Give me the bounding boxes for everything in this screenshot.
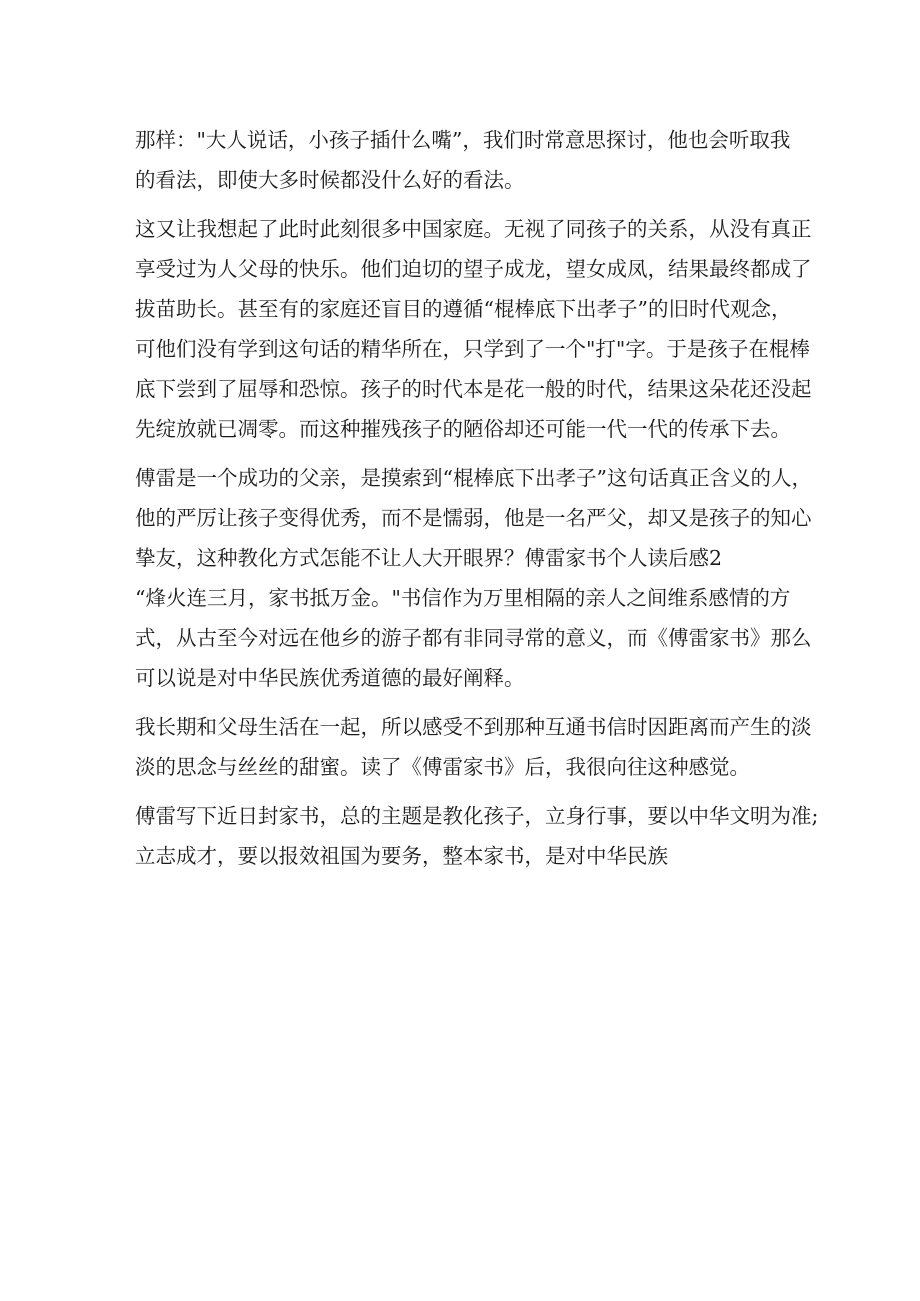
paragraph-3 — [135, 458, 812, 578]
paragraph-6 — [135, 796, 819, 876]
text-line: 先绽放就已凋零。而这种摧残孩子的陋俗却还可能一代一代的传承下去。 — [135, 417, 791, 441]
text-line: “烽火连三月，家书抵万金。"书信作为万里相隔的亲人之间维系感情的方 — [135, 586, 791, 610]
text-line: 的看法，即使大多时候都没什么好的看法。 — [135, 168, 525, 192]
text-line: 可以说是对中华民族优秀道德的最好阐释。 — [135, 666, 525, 690]
text-line: 享受过为人父母的快乐。他们迫切的望子成龙，望女成凤，结果最终都成了 — [135, 257, 812, 281]
text-line: 傅雷是一个成功的父亲，是摸索到“棍棒底下出孝子”这句话真正含义的人， — [135, 466, 812, 490]
paragraph-2 — [135, 209, 812, 449]
text-line: 淡的思念与丝丝的甜蜜。读了《傅雷家书》后，我很向往这种感觉。 — [135, 755, 750, 779]
text-line: 式，从古至今对远在他乡的游子都有非同寻常的意义，而《傅雷家书》那么 — [135, 626, 812, 650]
text-line: 立志成才，要以报效祖国为要务，整本家书，是对中华民族 — [135, 844, 668, 868]
text-line: 挚友，这种教化方式怎能不让人大开眼界？傅雷家书个人读后感2 — [135, 546, 723, 570]
document-body — [135, 120, 819, 876]
text-line: 那样："大人说话，小孩子插什么嘴”，我们时常意思探讨，他也会听取我 — [135, 128, 791, 152]
text-line: 傅雷写下近日封家书，总的主题是教化孩子，立身行事，要以中华文明为准; — [135, 804, 819, 828]
text-line: 这又让我想起了此时此刻很多中国家庭。无视了同孩子的关系，从没有真正 — [135, 217, 812, 241]
paragraph-5 — [135, 707, 812, 787]
text-line: 他的严厉让孩子变得优秀，而不是懦弱，他是一名严父，却又是孩子的知心 — [135, 506, 812, 530]
paragraph-1 — [135, 120, 795, 200]
text-line: 我长期和父母生活在一起，所以感受不到那种互通书信时因距离而产生的淡 — [135, 715, 812, 739]
text-line: 底下尝到了屈辱和恐惊。孩子的时代本是花一般的时代，结果这朵花还没起 — [135, 377, 812, 401]
paragraph-4 — [135, 578, 812, 698]
text-line: 可他们没有学到这句话的精华所在，只学到了一个"打"字。于是孩子在棍棒 — [135, 337, 810, 361]
text-line: 拔苗助长。甚至有的家庭还盲目的遵循“棍棒底下出孝子”的旧时代观念， — [135, 297, 792, 321]
